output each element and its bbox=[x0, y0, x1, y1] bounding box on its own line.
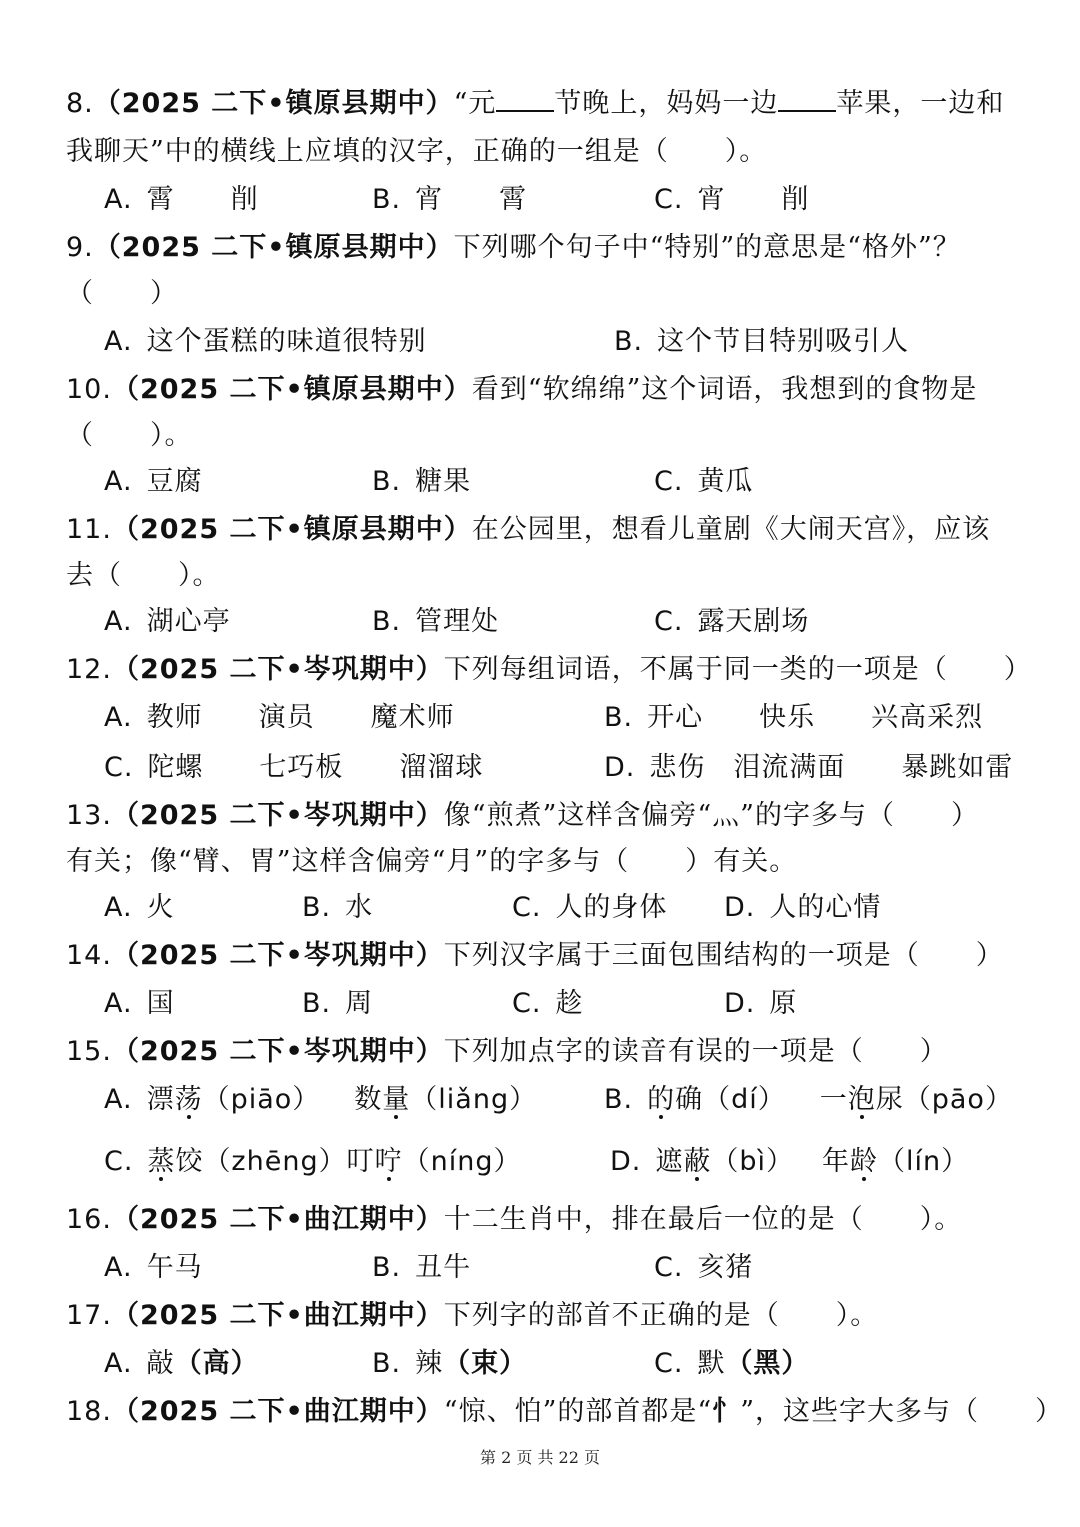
stem-text: ”，这些字大多与（ ） bbox=[740, 1396, 1063, 1427]
option-text: 陀螺 七巧板 溜溜球 bbox=[147, 752, 484, 783]
q12-option-a[interactable] bbox=[104, 698, 455, 738]
option-text: 宵 霄 bbox=[415, 184, 528, 215]
option-text: 糖果 bbox=[415, 466, 472, 497]
dotted-char: 的 bbox=[647, 1084, 676, 1115]
option-letter: A. bbox=[104, 702, 133, 733]
option-letter: B. bbox=[604, 1084, 634, 1115]
word-char: 确 bbox=[675, 1084, 704, 1115]
option-letter: B. bbox=[604, 702, 634, 733]
question-source: （2025 二下•镇原县期中） bbox=[111, 514, 472, 545]
question-11-stem bbox=[66, 510, 990, 550]
option-text: 辣 bbox=[415, 1348, 444, 1379]
q16-option-b[interactable] bbox=[372, 1248, 471, 1288]
option-text: 午马 bbox=[146, 1252, 203, 1283]
q16-option-a[interactable] bbox=[104, 1248, 203, 1288]
option-text: 露天剧场 bbox=[697, 606, 810, 637]
pinyin: （dí） bbox=[703, 1084, 786, 1115]
option-radical: （束） bbox=[443, 1348, 528, 1379]
question-number: 16. bbox=[66, 1204, 112, 1235]
question-source: （2025 二下•岑巩期中） bbox=[111, 940, 444, 971]
q13-option-b[interactable] bbox=[302, 888, 373, 928]
question-9-stem bbox=[66, 228, 961, 268]
stem-text: “元 bbox=[453, 88, 497, 119]
word-char: 饺 bbox=[175, 1146, 204, 1177]
q9-option-a[interactable] bbox=[104, 322, 427, 362]
pinyin: （níng） bbox=[402, 1146, 522, 1177]
dotted-char: 咛 bbox=[374, 1146, 403, 1177]
option-text: 人的身体 bbox=[555, 892, 668, 923]
option-letter: B. bbox=[372, 606, 402, 637]
option-text: 亥猪 bbox=[697, 1252, 754, 1283]
option-letter: D. bbox=[724, 892, 756, 923]
question-number: 15. bbox=[66, 1036, 112, 1067]
option-letter: A. bbox=[104, 606, 133, 637]
option-text: 教师 演员 魔术师 bbox=[146, 702, 455, 733]
q11-option-b[interactable] bbox=[372, 602, 499, 642]
q14-option-b[interactable] bbox=[302, 984, 373, 1024]
q8-option-a[interactable] bbox=[104, 180, 259, 220]
page-number: 第 2 页 共 22 页 bbox=[480, 1448, 600, 1467]
option-letter: B. bbox=[372, 1348, 402, 1379]
question-15-stem bbox=[66, 1032, 948, 1072]
q10-option-a[interactable] bbox=[104, 462, 203, 502]
dotted-char: 量 bbox=[382, 1084, 411, 1115]
option-text: 周 bbox=[345, 988, 374, 1019]
question-source: （2025 二下•镇原县期中） bbox=[111, 374, 472, 405]
option-letter: D. bbox=[724, 988, 756, 1019]
option-text: 火 bbox=[146, 892, 175, 923]
option-letter: C. bbox=[654, 1348, 684, 1379]
q15-option-c[interactable] bbox=[104, 1142, 521, 1182]
stem-text: 在公园里，想看儿童剧《大闹天宫》，应该 bbox=[471, 514, 991, 545]
question-number: 18. bbox=[66, 1396, 112, 1427]
q10-option-c[interactable] bbox=[654, 462, 753, 502]
word-char: 遮 bbox=[655, 1146, 684, 1177]
option-letter: C. bbox=[654, 606, 684, 637]
question-source: （2025 二下•曲江期中） bbox=[111, 1204, 444, 1235]
word-char: 漂 bbox=[146, 1084, 175, 1115]
option-letter: B. bbox=[302, 892, 332, 923]
dotted-char: 蔽 bbox=[683, 1146, 712, 1177]
stem-text: 下列加点字的读音有误的一项是（ ） bbox=[443, 1036, 948, 1067]
question-source: （2025 二下•岑巩期中） bbox=[111, 800, 444, 831]
word-char: 年 bbox=[822, 1146, 851, 1177]
option-letter: C. bbox=[512, 892, 542, 923]
question-number: 9. bbox=[66, 232, 94, 263]
question-source: （2025 二下•岑巩期中） bbox=[111, 1036, 444, 1067]
option-text: 趁 bbox=[555, 988, 584, 1019]
word-char: 数 bbox=[354, 1084, 383, 1115]
q17-option-c[interactable] bbox=[654, 1344, 809, 1384]
q17-option-a[interactable] bbox=[104, 1344, 259, 1384]
option-radical: （高） bbox=[174, 1348, 259, 1379]
fill-blank bbox=[496, 88, 554, 112]
q9-option-b[interactable] bbox=[614, 322, 909, 362]
fill-blank bbox=[778, 88, 836, 112]
dotted-char: 蒸 bbox=[147, 1146, 176, 1177]
question-8-stem bbox=[66, 84, 1004, 124]
option-text: 豆腐 bbox=[146, 466, 203, 497]
question-8-stem-cont bbox=[66, 132, 767, 172]
q13-option-c[interactable] bbox=[512, 888, 667, 928]
dotted-char: 龄 bbox=[850, 1146, 879, 1177]
pinyin: （liǎng） bbox=[410, 1084, 538, 1115]
option-letter: A. bbox=[104, 184, 133, 215]
stem-text: 下列汉字属于三面包围结构的一项是（ ） bbox=[443, 940, 1004, 971]
word-char: 叮 bbox=[346, 1146, 375, 1177]
q12-option-b[interactable] bbox=[604, 698, 983, 738]
pinyin: （pāo） bbox=[903, 1084, 1013, 1115]
stem-text: 看到“软绵绵”这个词语，我想到的食物是 bbox=[471, 374, 978, 405]
question-18-stem bbox=[66, 1392, 1063, 1432]
option-letter: B. bbox=[372, 1252, 402, 1283]
option-letter: A. bbox=[104, 326, 133, 357]
q12-option-d[interactable] bbox=[604, 748, 1013, 788]
option-text: 人的心情 bbox=[769, 892, 882, 923]
question-13-stem bbox=[66, 796, 979, 836]
option-letter: B. bbox=[614, 326, 644, 357]
question-10-stem bbox=[66, 370, 977, 410]
q14-option-d[interactable] bbox=[724, 984, 797, 1024]
question-number: 17. bbox=[66, 1300, 112, 1331]
option-radical: （黑） bbox=[725, 1348, 810, 1379]
option-text: 开心 快乐 兴高采烈 bbox=[647, 702, 984, 733]
option-letter: D. bbox=[604, 752, 636, 783]
option-text: 黄瓜 bbox=[697, 466, 754, 497]
question-number: 12. bbox=[66, 654, 112, 685]
option-text: 敲 bbox=[146, 1348, 175, 1379]
question-number: 14. bbox=[66, 940, 112, 971]
option-letter: A. bbox=[104, 466, 133, 497]
stem-text: “惊、怕”的部首都是“ bbox=[443, 1396, 713, 1427]
question-source: （2025 二下•镇原县期中） bbox=[93, 88, 454, 119]
option-letter: A. bbox=[104, 1348, 133, 1379]
pinyin: （bì） bbox=[711, 1146, 795, 1177]
stem-text: 我聊天”中的横线上应填的汉字，正确的一组是（ ）。 bbox=[66, 136, 768, 167]
q15-option-b[interactable] bbox=[604, 1080, 1013, 1120]
question-13-stem-cont bbox=[66, 842, 797, 882]
stem-text: 去（ ）。 bbox=[66, 560, 221, 591]
question-source: （2025 二下•曲江期中） bbox=[111, 1396, 444, 1427]
question-source: （2025 二下•曲江期中） bbox=[111, 1300, 444, 1331]
q16-option-c[interactable] bbox=[654, 1248, 753, 1288]
question-10-stem-cont bbox=[66, 416, 193, 456]
question-12-stem bbox=[66, 650, 1032, 690]
pinyin: （zhēng） bbox=[203, 1146, 347, 1177]
question-number: 13. bbox=[66, 800, 112, 831]
option-text: 这个蛋糕的味道很特别 bbox=[146, 326, 427, 357]
option-letter: C. bbox=[654, 184, 684, 215]
question-number: 10. bbox=[66, 374, 112, 405]
option-text: 湖心亭 bbox=[146, 606, 231, 637]
q11-option-c[interactable] bbox=[654, 602, 809, 642]
question-number: 8. bbox=[66, 88, 94, 119]
option-text: 宵 削 bbox=[697, 184, 810, 215]
q14-option-c[interactable] bbox=[512, 984, 583, 1024]
word-char: 尿 bbox=[875, 1084, 904, 1115]
q13-option-a[interactable] bbox=[104, 888, 175, 928]
stem-text: 下列哪个句子中“特别”的意思是“格外”？ bbox=[453, 232, 961, 263]
option-letter: B. bbox=[372, 466, 402, 497]
option-letter: A. bbox=[104, 1252, 133, 1283]
stem-text: （ ）。 bbox=[66, 420, 193, 451]
question-9-stem-cont bbox=[66, 274, 178, 314]
stem-text: 十二生肖中，排在最后一位的是（ ）。 bbox=[443, 1204, 963, 1235]
dotted-char: 泡 bbox=[847, 1084, 876, 1115]
stem-text: 像“煎煮”这样含偏旁“灬”的字多与（ ） bbox=[443, 800, 979, 831]
stem-text: 苹果，一边和 bbox=[836, 88, 1005, 119]
q17-option-b[interactable] bbox=[372, 1344, 527, 1384]
question-14-stem bbox=[66, 936, 1004, 976]
stem-text: 有关；像“臂、胃”这样含偏旁“月”的字多与（ ）有关。 bbox=[66, 846, 798, 877]
question-16-stem bbox=[66, 1200, 962, 1240]
radical-glyph: 忄 bbox=[712, 1396, 741, 1427]
stem-text: 下列每组词语，不属于同一类的一项是（ ） bbox=[443, 654, 1032, 685]
option-letter: D. bbox=[610, 1146, 642, 1177]
option-text: 水 bbox=[345, 892, 374, 923]
option-letter: C. bbox=[654, 466, 684, 497]
question-17-stem bbox=[66, 1296, 878, 1336]
question-source: （2025 二下•岑巩期中） bbox=[111, 654, 444, 685]
option-letter: B. bbox=[372, 184, 402, 215]
question-source: （2025 二下•镇原县期中） bbox=[93, 232, 454, 263]
option-text: 丑牛 bbox=[415, 1252, 472, 1283]
option-letter: C. bbox=[104, 1146, 134, 1177]
option-letter: B. bbox=[302, 988, 332, 1019]
q12-option-c[interactable] bbox=[104, 748, 483, 788]
option-letter: A. bbox=[104, 1084, 133, 1115]
option-text: 管理处 bbox=[415, 606, 500, 637]
q13-option-d[interactable] bbox=[724, 888, 881, 928]
question-number: 11. bbox=[66, 514, 112, 545]
option-letter: A. bbox=[104, 988, 133, 1019]
word-char: 一 bbox=[819, 1084, 848, 1115]
option-text: 这个节目特别吸引人 bbox=[657, 326, 910, 357]
q14-option-a[interactable] bbox=[104, 984, 175, 1024]
q8-option-b[interactable] bbox=[372, 180, 527, 220]
q11-option-a[interactable] bbox=[104, 602, 231, 642]
option-text: 原 bbox=[769, 988, 798, 1019]
option-letter: C. bbox=[512, 988, 542, 1019]
question-11-stem-cont bbox=[66, 556, 221, 596]
stem-text: 下列字的部首不正确的是（ ）。 bbox=[443, 1300, 879, 1331]
option-text: 默 bbox=[697, 1348, 726, 1379]
option-text: 霄 削 bbox=[146, 184, 259, 215]
option-letter: C. bbox=[104, 752, 134, 783]
pinyin: （lín） bbox=[878, 1146, 970, 1177]
stem-text: （ ） bbox=[66, 278, 178, 309]
dotted-char: 荡 bbox=[174, 1084, 203, 1115]
option-text: 国 bbox=[146, 988, 175, 1019]
q15-option-d[interactable] bbox=[610, 1142, 969, 1182]
option-letter: C. bbox=[654, 1252, 684, 1283]
q10-option-b[interactable] bbox=[372, 462, 471, 502]
option-text: 悲伤 泪流满面 暴跳如雷 bbox=[649, 752, 1014, 783]
q15-option-a[interactable] bbox=[104, 1080, 537, 1120]
stem-text: 节晚上，妈妈一边 bbox=[554, 88, 779, 119]
pinyin: （piāo） bbox=[202, 1084, 321, 1115]
option-letter: A. bbox=[104, 892, 133, 923]
q8-option-c[interactable] bbox=[654, 180, 809, 220]
